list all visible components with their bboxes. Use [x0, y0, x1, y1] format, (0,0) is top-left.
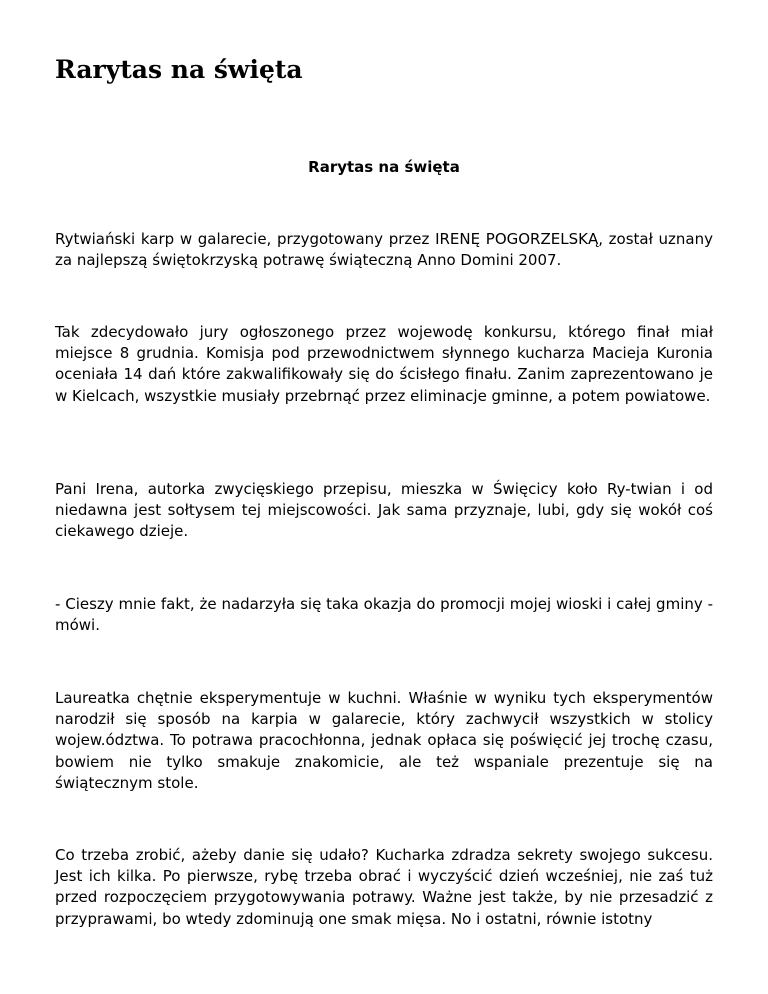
paragraph: - Cieszy mnie fakt, że nadarzyła się taka okazja do promocji mojej wioski i całej gminy - mówi.: [55, 595, 713, 635]
paragraph: Co trzeba zrobić, ażeby danie się udało? Kucharka zdradza sekrety swojego sukcesu. Jest ich kilka. Po pierwsze, rybę trzeba obrać i wyczyścić dzień wcześniej, nie zaś tuż przed rozpoczęciem przygotowywania potrawy. Ważne jest także, by nie przesadzić z przyprawami, bo wtedy zdominują one smak mięsa. No i ostatni, równie istotny: [55, 846, 713, 928]
paragraph: Rytwiański karp w galarecie, przygotowany przez IRENĘ POGORZELSKĄ, został uznany za najlepszą świętokrzyską potrawę świąteczną Anno Domini 2007.: [55, 230, 713, 270]
paragraph: Laureatka chętnie eksperymentuje w kuchni. Właśnie w wyniku tych eksperymentów narodził się sposób na karpia w galarecie, który zachwycił wszystkich w stolicy wojew.ództwa. To potrawa pracochłonna, jednak opłaca się poświęcić jej trochę czasu, bowiem nie tylko smakuje znakomicie, ale też wspaniale prezentuje się na świątecznym stole.: [55, 689, 713, 792]
paragraph: Pani Irena, autorka zwycięskiego przepisu, mieszka w Święcicy koło Ry-twian i od niedawna jest sołtysem tej miejscowości. Jak sama przyznaje, lubi, gdy się wokół coś ciekawego dzieje.: [55, 480, 713, 541]
article-title: Rarytas na święta: [308, 158, 460, 176]
paragraph: Tak zdecydowało jury ogłoszonego przez wojewodę konkursu, którego finał miał miejsce 8 grudnia. Komisja pod przewodnictwem słynnego kucharza Macieja Kuronia oceniała 14 dań które zakwalifikowały się do ścisłego finału. Zanim zaprezentowano je w Kielcach, wszystkie musiały przebrnąć przez eliminacje gminne, a potem powiatowe.: [55, 323, 713, 405]
page-title: Rarytas na święta: [55, 55, 303, 84]
